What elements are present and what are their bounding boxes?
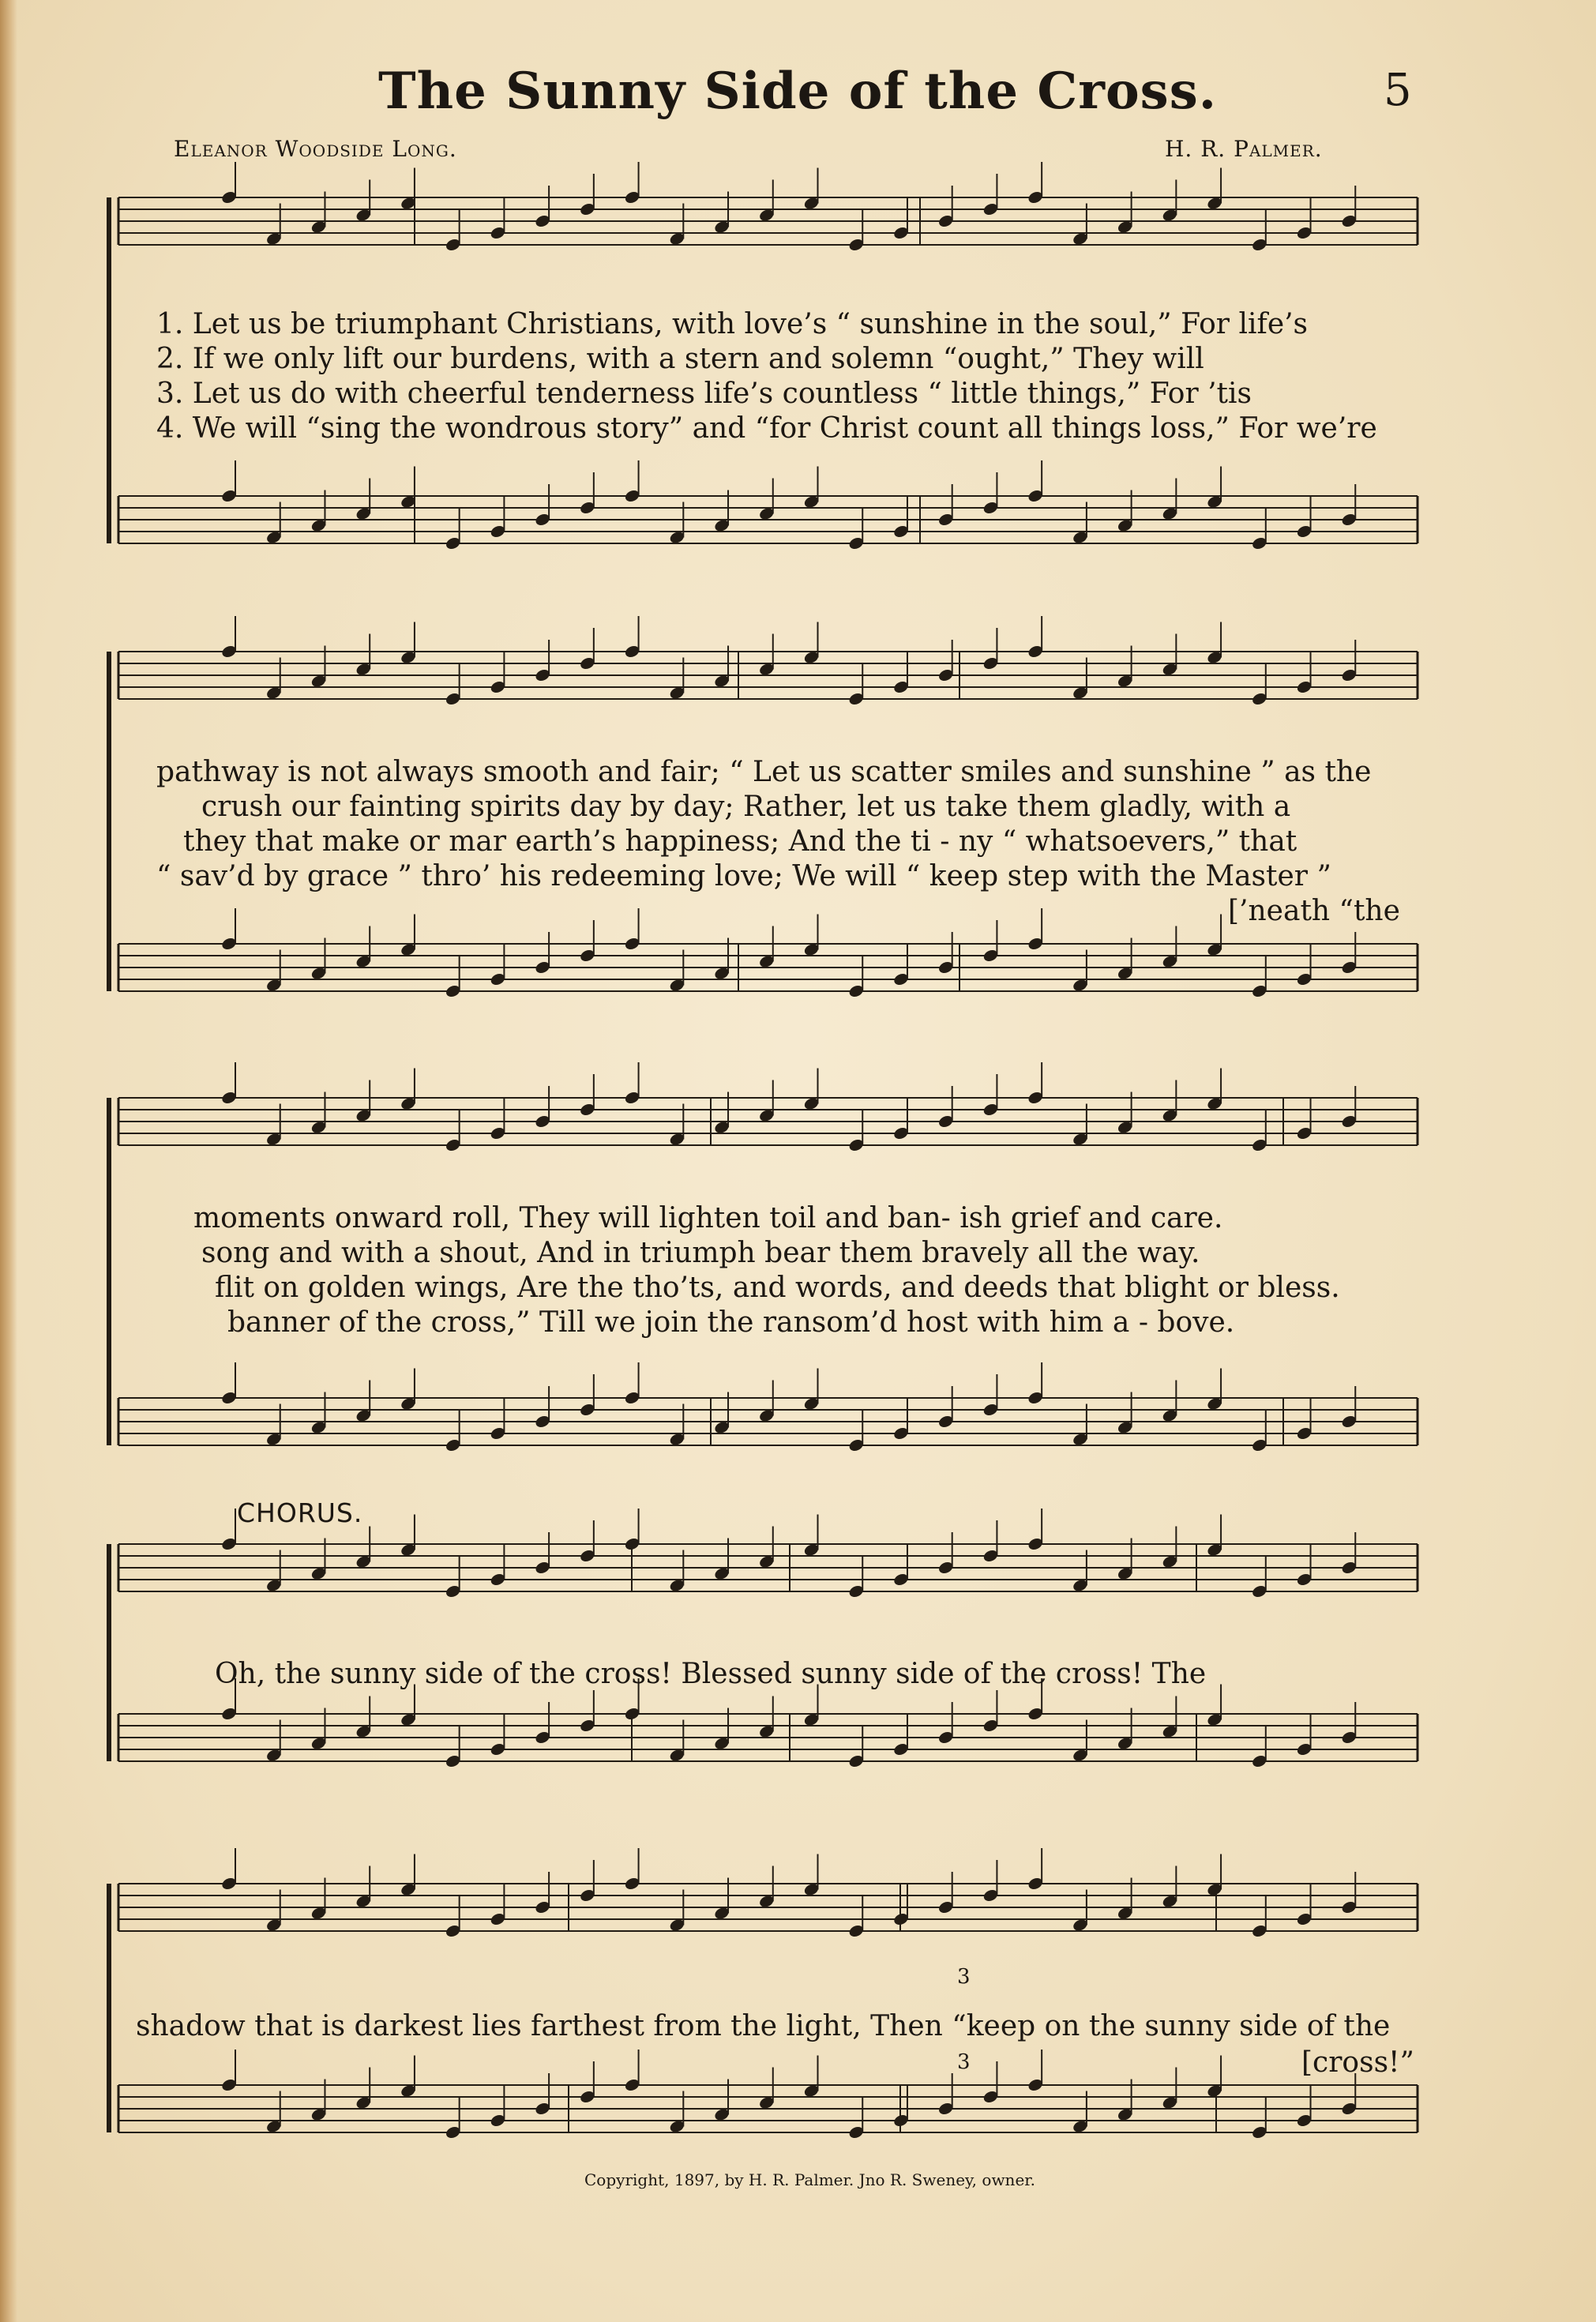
verse-2-line-b: crush our fainting spirits day by day; Rather, let us take them gladly, with a [201, 791, 1291, 823]
verse-1-line-b: pathway is not always smooth and fair; “ Let us scatter smiles and sunshine ” as the [156, 756, 1372, 788]
verse-2-line-c: song and with a shout, And in triumph bear them bravely all the way. [201, 1237, 1200, 1269]
verse-3-line-b: they that make or mar earth’s happiness; And the ti - ny “ whatsoevers,” that [183, 825, 1297, 858]
verse-3-line-c: flit on golden wings, Are the tho’ts, and words, and deeds that blight or bless. [215, 1272, 1340, 1304]
verse-4-overflow-b: [’neath “the [1228, 895, 1400, 927]
hymn-title: The Sunny Side of the Cross. [378, 62, 1217, 121]
triplet-mark: 3 [957, 2050, 971, 2074]
composer-credit: H. R. Palmer. [1165, 136, 1323, 162]
page-number: 5 [1384, 65, 1412, 116]
verse-2-line-a: 2. If we only lift our burdens, with a stern and solemn “ought,” They will [156, 343, 1204, 375]
verse-4-line-a: 4. We will “sing the wondrous story” and “for Christ count all things loss,” For we’re [156, 412, 1377, 445]
verse-4-line-c: banner of the cross,” Till we join the ransom’d host with him a - bove. [227, 1306, 1235, 1339]
triplet-mark: 3 [957, 1965, 971, 1989]
chorus-label: CHORUS. [237, 1497, 363, 1528]
verse-1-line-a: 1. Let us be triumphant Christians, with love’s “ sunshine in the soul,” For life’s [156, 308, 1309, 340]
note-heads [220, 162, 1358, 2140]
verse-1-line-c: moments onward roll, They will lighten toil and ban- ish grief and care. [193, 1202, 1223, 1234]
chorus-line-2: shadow that is darkest lies farthest from the light, Then “keep on the sunny side of the [136, 2010, 1391, 2042]
copyright-notice: Copyright, 1897, by H. R. Palmer. Jno R. Sweney, owner. [584, 2170, 1035, 2189]
verse-4-line-b: “ sav’d by grace ” thro’ his redeeming love; We will “ keep step with the Master ” [156, 860, 1331, 892]
verse-3-line-a: 3. Let us do with cheerful tenderness life’s countless “ little things,” For ’tis [156, 378, 1252, 410]
chorus-line-1: Oh, the sunny side of the cross! Blessed sunny side of the cross! The [215, 1658, 1207, 1690]
chorus-overflow: [cross!” [1301, 2046, 1414, 2079]
author-credit: Eleanor Woodside Long. [174, 136, 457, 162]
